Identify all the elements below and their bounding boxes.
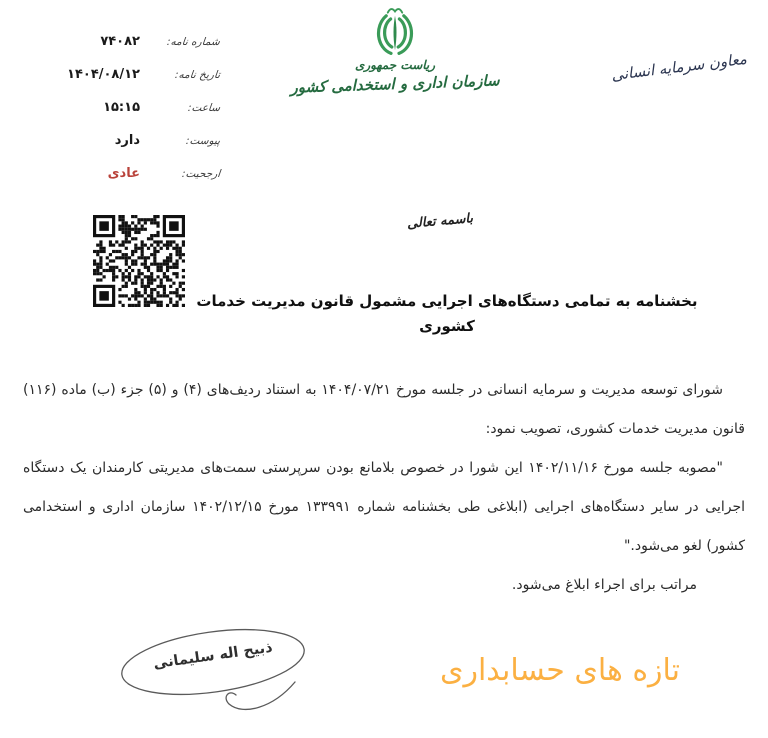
letter-date-label: تاریخ نامه: <box>174 69 221 81</box>
body-paragraph1-line1: شورای توسعه مدیریت و سرمایه انسانی در جلسه مورخ ۱۴۰۴/۰۷/۲۱ به استناد ردیف‌های (۴) و (۵) جزء (ب) ماده (۱۱۶) <box>23 382 723 398</box>
priority-value: عادی <box>107 166 140 181</box>
deputy-title: معاون سرمایه انسانی <box>610 49 748 85</box>
signature-block <box>105 612 345 724</box>
body-closing-line: مراتب برای اجراء ابلاغ می‌شود. <box>511 577 697 593</box>
meta-row-date <box>58 63 220 96</box>
meta-row-priority <box>58 162 220 195</box>
presidency-text: ریاست جمهوری <box>354 58 436 72</box>
letter-title-line1: بخشنامه به تمامی دستگاه‌های اجرایی مشمول قانون مدیریت خدمات <box>196 292 698 310</box>
letterhead <box>285 5 505 97</box>
meta-row-attachment <box>58 129 220 162</box>
letter-time-label: ساعت: <box>187 102 221 114</box>
priority-label: ارجحیت: <box>181 168 221 180</box>
body-paragraph2-line2: اجرایی در سایر دستگاه‌های اجرایی (ابلاغی طی بخشنامه شماره ۱۳۳۹۹۱ مورخ ۱۴۰۲/۱۲/۱۵ سازمان اداری و استخدامی <box>23 499 745 515</box>
letter-title <box>127 289 767 339</box>
organization-name: سازمان اداری و استخدامی کشور <box>290 71 500 97</box>
attachment-value: دارد <box>114 133 140 148</box>
meta-row-time <box>58 96 220 129</box>
letter-meta-block <box>58 30 220 195</box>
letter-time-value: ۱۵:۱۵ <box>103 100 140 115</box>
body-paragraph1-line2: قانون مدیریت خدمات کشوری، تصویب نمود: <box>485 421 745 437</box>
letter-number-label: شماره نامه: <box>166 36 221 48</box>
letter-body <box>23 371 745 605</box>
letter-title-line2: کشوری <box>419 317 475 335</box>
letter-number-value: ۷۴۰۸۲ <box>100 34 140 49</box>
body-paragraph2-line1: "مصوبه جلسه مورخ ۱۴۰۲/۱۱/۱۶ این شورا در خصوص بلامانع بودن سرپرستی سمت‌های مدیریتی کارمندان یک دستگاه <box>23 460 723 476</box>
signer-name: ذبیح اله سلیمانی <box>152 639 274 673</box>
iran-emblem-icon <box>371 5 419 57</box>
bismillah-text: باسمه تعالی <box>406 211 474 232</box>
attachment-label: پیوست: <box>185 135 221 147</box>
meta-row-number <box>58 30 220 63</box>
watermark-text: تازه های حسابداری <box>439 653 681 688</box>
body-paragraph2-line3: کشور) لغو می‌شود." <box>623 538 745 554</box>
letter-date-value: ۱۴۰۴/۰۸/۱۲ <box>67 67 140 82</box>
